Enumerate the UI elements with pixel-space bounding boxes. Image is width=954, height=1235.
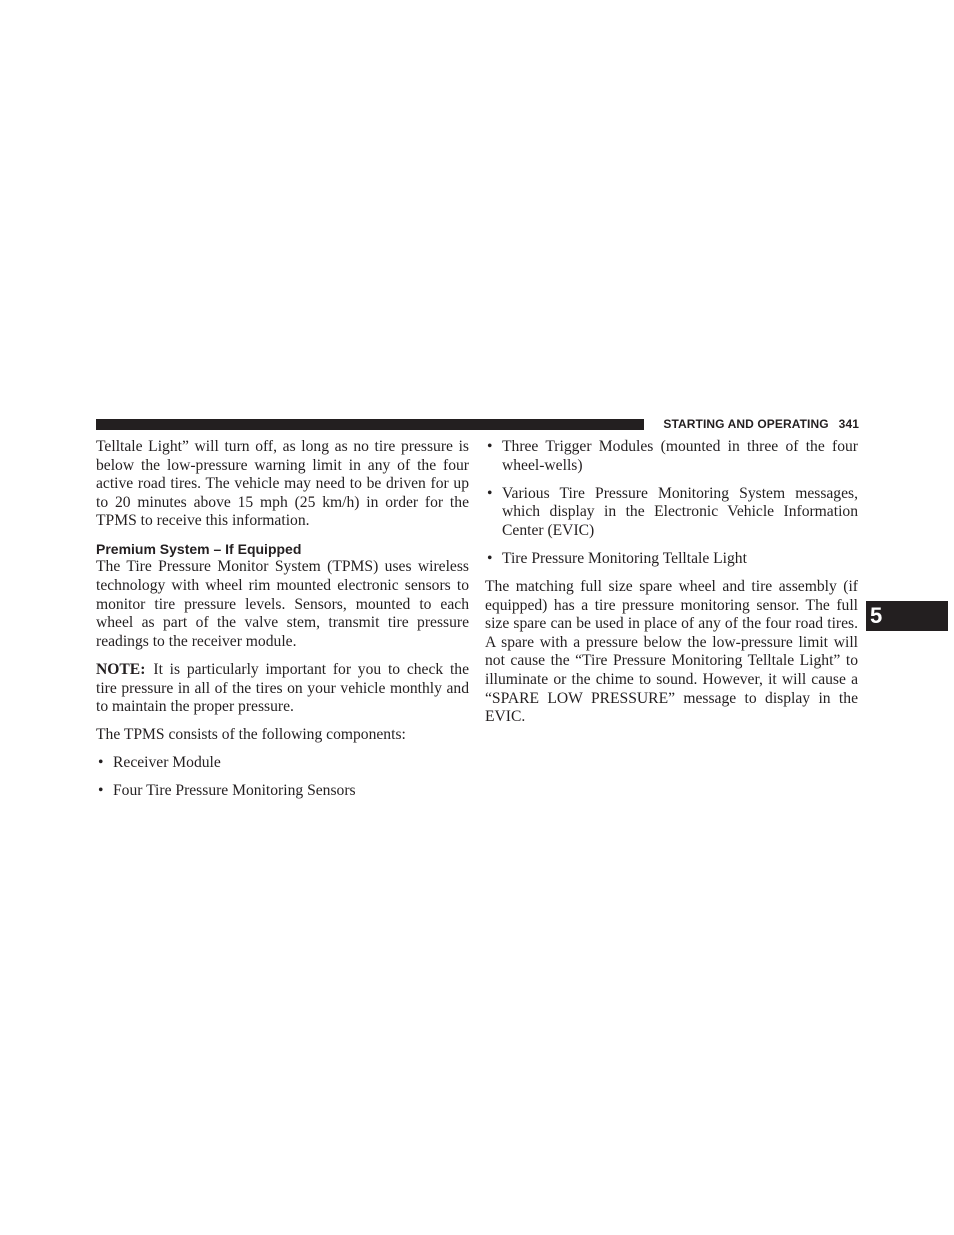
components-list-left [96, 754, 469, 801]
intro-paragraph: Telltale Light” will turn off, as long as no tire pressure is below the low-pressure warning limit in any of the four active road tires. The vehicle may need to be driven for up to 20 minutes above 15 mph (25 km/h) in order for the TPMS to receive this information. [96, 438, 469, 530]
running-header [654, 417, 859, 431]
page-number: 341 [838, 417, 859, 431]
premium-system-paragraph: The Tire Pressure Monitor System (TPMS) uses wireless technology with wheel rim mounted electronic sensors to monitor tire pressure levels. Sensors, mounted to each wheel as part of the valve stem, transmit tire pressure readings to the receiver module. [96, 558, 469, 650]
list-item-text: Tire Pressure Monitoring Telltale Light [502, 549, 747, 567]
list-item [485, 438, 858, 475]
list-item [96, 754, 469, 773]
bullet-glyph: • [98, 782, 104, 800]
spare-tire-paragraph: The matching full size spare wheel and tire assembly (if equipped) has a tire pressure monitoring sensor. The full size spare can be used in place of any of the four road tires. A spare with a pressure below the low-pressure limit will not cause the “Tire Pressure Monitoring Telltale Light” to illuminate or the chime to sound. However, it will cause a “SPARE LOW PRESSURE” message to display in the EVIC. [485, 578, 858, 726]
components-list-right [485, 438, 858, 569]
section-subheading: Premium System – If Equipped [96, 541, 302, 558]
list-item [485, 550, 858, 569]
header-rule [96, 419, 644, 430]
list-item-text: Three Trigger Modules (mounted in three of the four wheel-wells) [502, 438, 858, 474]
list-item [485, 485, 858, 541]
right-column [485, 438, 858, 736]
list-item-text: Receiver Module [113, 754, 221, 772]
bullet-glyph: • [487, 484, 493, 502]
list-item [96, 782, 469, 801]
note-label: NOTE: [96, 660, 146, 678]
note-text: It is particularly important for you to check the tire pressure in all of the tires on your vehicle monthly and to maintain the proper pressure. [96, 660, 469, 716]
list-item-text: Four Tire Pressure Monitoring Sensors [113, 782, 356, 800]
bullet-glyph: • [487, 549, 493, 567]
components-intro: The TPMS consists of the following components: [96, 726, 406, 744]
bullet-glyph: • [487, 438, 493, 455]
bullet-glyph: • [98, 754, 104, 772]
section-title: STARTING AND OPERATING [663, 417, 829, 431]
chapter-tab: 5 [866, 601, 948, 631]
note-paragraph [96, 661, 469, 717]
list-item-text: Various Tire Pressure Monitoring System messages, which display in the Electronic Vehicle Information Center (EVIC) [502, 484, 858, 539]
left-column [96, 438, 469, 811]
